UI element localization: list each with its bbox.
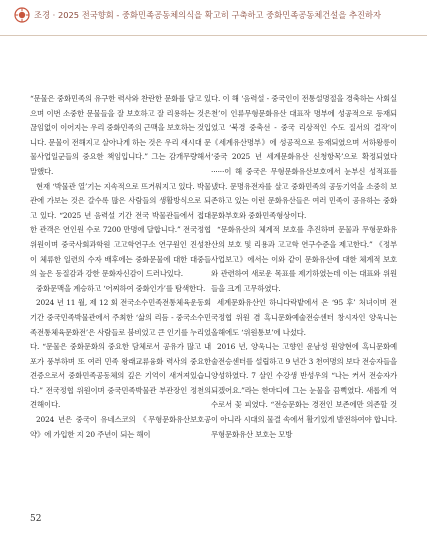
running-header-title: 조경 · 2025 전국향회 - 중화민족공동체의식을 확고히 구축하고 중화민족공동체건설을 추진하자 xyxy=(34,10,382,20)
header-divider xyxy=(0,35,427,36)
paragraph: 세계문화유산인 하니다락밭에서 온 ‘95 후’ 처녀이며 전국정협 위원 겸 흑니문화예술전승센터 창시자인 양욱니는 올해에도 ‘위원통보’에 나섰다. xyxy=(211,298,397,337)
page-number: 52 xyxy=(30,514,42,524)
left-text-column xyxy=(30,92,211,442)
paragraph: 현재 ‘박물관 열’기는 지속적으로 뜨거워지고 있다. 박물관에 가보는 것은 갈수록 많은 사람들의 생활방식으로 되고 있다. “2025 년 음력설 기간 전국 박물관들에서 접대한 관객은 연인원 수로 7200 만명에 달합니다.” 전국정협 위원이며 중국사회과학원 고고학연구소 연구원인 진성찬이 체류한 일련의 수자 배후에는 중화문물에 대한 대중들의 높은 동질감과 강한 문화자신감이 드러나있다. xyxy=(30,181,211,279)
emblem-icon xyxy=(14,7,30,23)
running-header xyxy=(0,0,427,40)
paragraph: 2024 년 11 월, 제 12 회 전국소수민족전통체육운동회 기간 중국민족박물관에서 주최한 ‘삶의 리듬 - 중국소수민족전통체육문화전’은 사람들로 붐비었고 큰 인기를 누리었다. “문물은 중화문화의 중요한 담체로서 공유가 많고 내포가 풍부하며 또 여러 민족 왕래교류융화 력사의 중요한 견증으로서 중화민족공동체의 깊은 기억이 새겨져있습니다.” 전국정협 위원이며 중국민족박물관 부관장인 정천의 견해이다. xyxy=(30,298,211,410)
paragraph: 2024 년은 중국이 유네스코의 《무형문화유산보호공약》에 가입한 지 20 주년이 되는 해이 xyxy=(30,415,211,439)
paragraph: 2016 년, 양욱니는 고향인 운남성 원양현에 흑니문화예술전승센터를 설립하고 9 년간 3 천여명의 보다 전승자들을 양성하였다. 7 살인 수강생 반성우의 “나는 커서 전승자가 되겠어요.”라는 한마디에 그는 눈물을 끔뻑였다. 새롭게 역수로서 꽃 피였다. “전승문화는 경전인 보존에만 의존할 것이 아니라 시대의 물결 속에서 활기있게 발전하여야 합니다. 무형문화유산 보호는 모방 xyxy=(211,342,397,439)
paragraph: 중화문맥을 계승하고 ‘어찌하여 중화인가’를 탐색한다. xyxy=(36,283,206,293)
paragraph: “문물은 중화민족의 유구한 력사와 찬란한 문화를 담고 있으며 이번 소중한 문물들을 잘 보호하고 잘 리용하는 것은 끊임없이 이어지는 우리 중화민족의 근맥을 보호하는 것입니다. 문물이 전해지고 살아나게 하는 것은 우리 새시대 문물사업일군들의 중요한 책임입니다.” 그는 감개무량해서 말했다. xyxy=(30,94,211,176)
paragraph: 다. 이 해 ‘음력설 - 중국인이 전통설명절을 경축하는 사회실천’이 인류무형문화유산 대표작 명부에 성공적으로 등재되었고 ‘북경 중축선 - 중국 리상적인 수도 질서의 걸작’이 《세계유산명부》에 성공적으로 등재되였으며 서하왕릉이 ‘중국 2025 년 세계문화유산 신청항목’으로 확정되였다······이 해 중국은 무형문화유산보호에서 눈부신 성적표를 냈다. 문명유전자를 살고 중화민족의 공동기억을 소중히 보존하고 있는 이런 문화유산들은 여러 민족이 공유하는 중화문화부호와 중화민족형상이다. xyxy=(211,94,397,220)
right-text-column xyxy=(211,92,397,442)
paragraph: “문화유산의 체계적 보호를 추진하며 문물과 무형문화유산의 보호 및 리용과 고고학 연구수준을 제고한다.” 《정부사업보고》에서는 이와 같이 문화유산에 대한 체계적 보호와 관련하여 새로운 목표를 제기하였는데 이는 대표와 위원들을 크게 고무하였다. xyxy=(211,225,397,293)
